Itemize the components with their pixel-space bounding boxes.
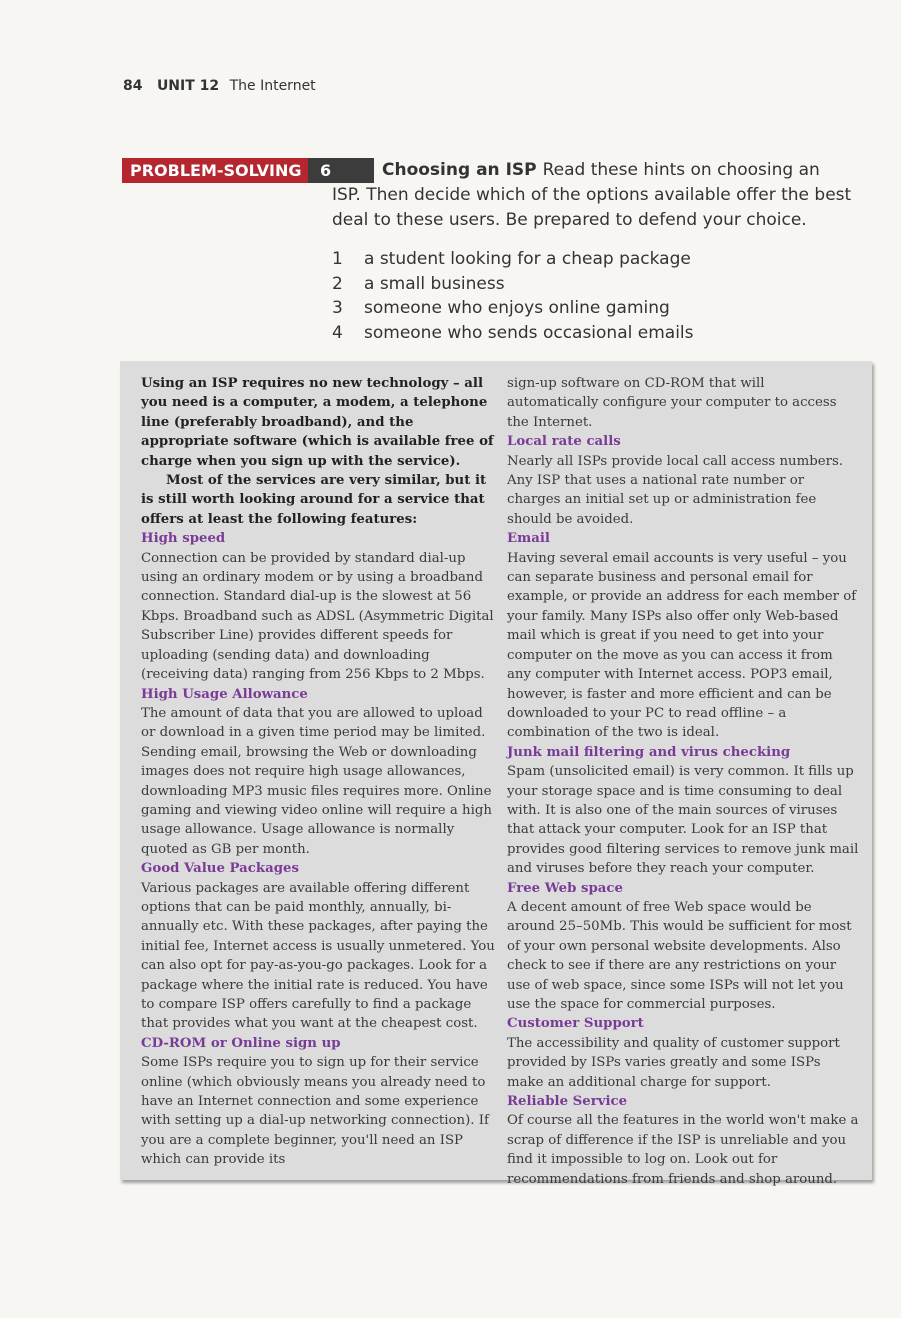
task-heading: Choosing an ISP [382,160,537,180]
section-heading-email: Email [507,531,550,547]
intro-paragraph: Using an ISP requires no new technology – all you need is a computer, a modem, a telephone line (preferably broadband), and the appropriate software (which is available free of charge when you sign up with the service). [141,376,494,469]
unit-label: UNIT 12 [156,78,220,94]
list-item: 3 someone who enjoys online gaming [332,298,670,318]
section-body-junk-mail: Spam (unsolicited email) is very common. It fills up your storage space and is time consuming to deal with. It is also one of the main sources of viruses that attack your computer. Look for an ISP that provides good filtering services to remove junk mail and viruses before they reach your computer. [507,764,859,877]
section-body-cdrom-signup-part2: sign-up software on CD-ROM that will automatically configure your computer to access the Internet. [507,376,837,430]
section-heading-customer-support: Customer Support [507,1016,644,1032]
section-heading-local-rate: Local rate calls [507,434,621,450]
reading-text-box [120,361,872,1187]
page-number: 84 [123,78,143,94]
running-header [123,78,316,94]
section-body-email: Having several email accounts is very useful – you can separate business and personal email for example, or provide an address for each member of your family. Many ISPs also offer only Web-based mail which is great if you need to get into your computer on the move as you can access it from any computer with Internet access. POP3 email, however, is faster and more efficient and can be downloaded to your PC to read offline – a combination of the two is ideal. [507,550,857,741]
section-heading-web-space: Free Web space [507,880,623,896]
section-body-web-space: A decent amount of free Web space would be around 25–50Mb. This would be sufficient for most of your own personal website developments. Also check to see if there are any restrictions on your use of web space, since some ISPs will not let you use the space for commercial purposes. [507,899,852,1012]
section-heading-value-packages: Good Value Packages [141,861,299,877]
unit-title: The Internet [229,78,316,94]
section-body-local-rate: Nearly all ISPs provide local call access numbers. Any ISP that uses a national rate number or charges an initial set up or administration fee should be avoided. [507,453,843,527]
section-heading-reliable-service: Reliable Service [507,1094,628,1110]
section-body-customer-support: The accessibility and quality of customer support provided by ISPs varies greatly and some ISPs make an additional charge for support. [507,1035,840,1090]
section-heading-high-speed: High speed [141,531,226,547]
section-body-high-speed: Connection can be provided by standard dial-up using an ordinary modem or by using a broadband connection. Standard dial-up is the slowest at 56 Kbps. Broadband such as ADSL (Asymmetric Digital Subscriber Line) provides different speeds for uploading (sending data) and downloading (receiving data) ranging from 256 Kbps to 2 Mbps. [141,550,494,683]
section-body-reliable-service: Of course all the features in the world won't make a scrap of difference if the ISP is unreliable and you find it impossible to log on. Look out for recommendations from friends and shop around. [507,1113,859,1187]
task-instruction-text: Read these hints on choosing an ISP. Then decide which of the options available offer the best deal to these users. Be prepared to defend your choice. [332,160,852,230]
section-heading-usage-allowance: High Usage Allowance [141,686,308,702]
intro-paragraph-2: Most of the services are very similar, but it is still worth looking around for a service that offers at least the following features: [141,473,487,527]
section-body-usage-allowance: The amount of data that you are allowed to upload or download in a given time period may be limited. Sending email, browsing the Web or downloading images does not require high usage allowances, downloading MP3 music files requires more. Online gaming and viewing video online will require a high usage allowance. Usage allowance is normally quoted as GB per month. [141,705,492,857]
section-heading-junk-mail: Junk mail filtering and virus checking [507,744,791,760]
reading-column-right [507,374,859,1189]
list-item: 1 a student looking for a cheap package [332,249,691,269]
problem-solving-label: PROBLEM-SOLVING [122,158,308,183]
reading-column-left [141,374,497,1170]
section-body-cdrom-signup-part1: Some ISPs require you to sign up for their service online (which obviously means you already need to have an Internet connection and some experience with setting up a dial-up networking connection). If you are a complete beginner, you'll need an ISP which can provide its [141,1055,489,1168]
section-body-value-packages: Various packages are available offering different options that can be paid monthly, annually, bi-annually etc. With these packages, after paying the initial fee, Internet access is usually unmetered. You can also opt for pay-as-you-go packages. Look for a package where the initial rate is reduced. You have to compare ISP offers carefully to find a package that provides what you want at the cheapest cost. [141,880,495,1032]
list-item: 4 someone who sends occasional emails [332,322,694,343]
list-item: 2 a small business [332,273,505,294]
task-number: 6 [308,158,374,183]
section-heading-cdrom-signup: CD-ROM or Online sign up [141,1035,341,1051]
task-instructions [332,158,852,233]
user-list [332,247,852,345]
